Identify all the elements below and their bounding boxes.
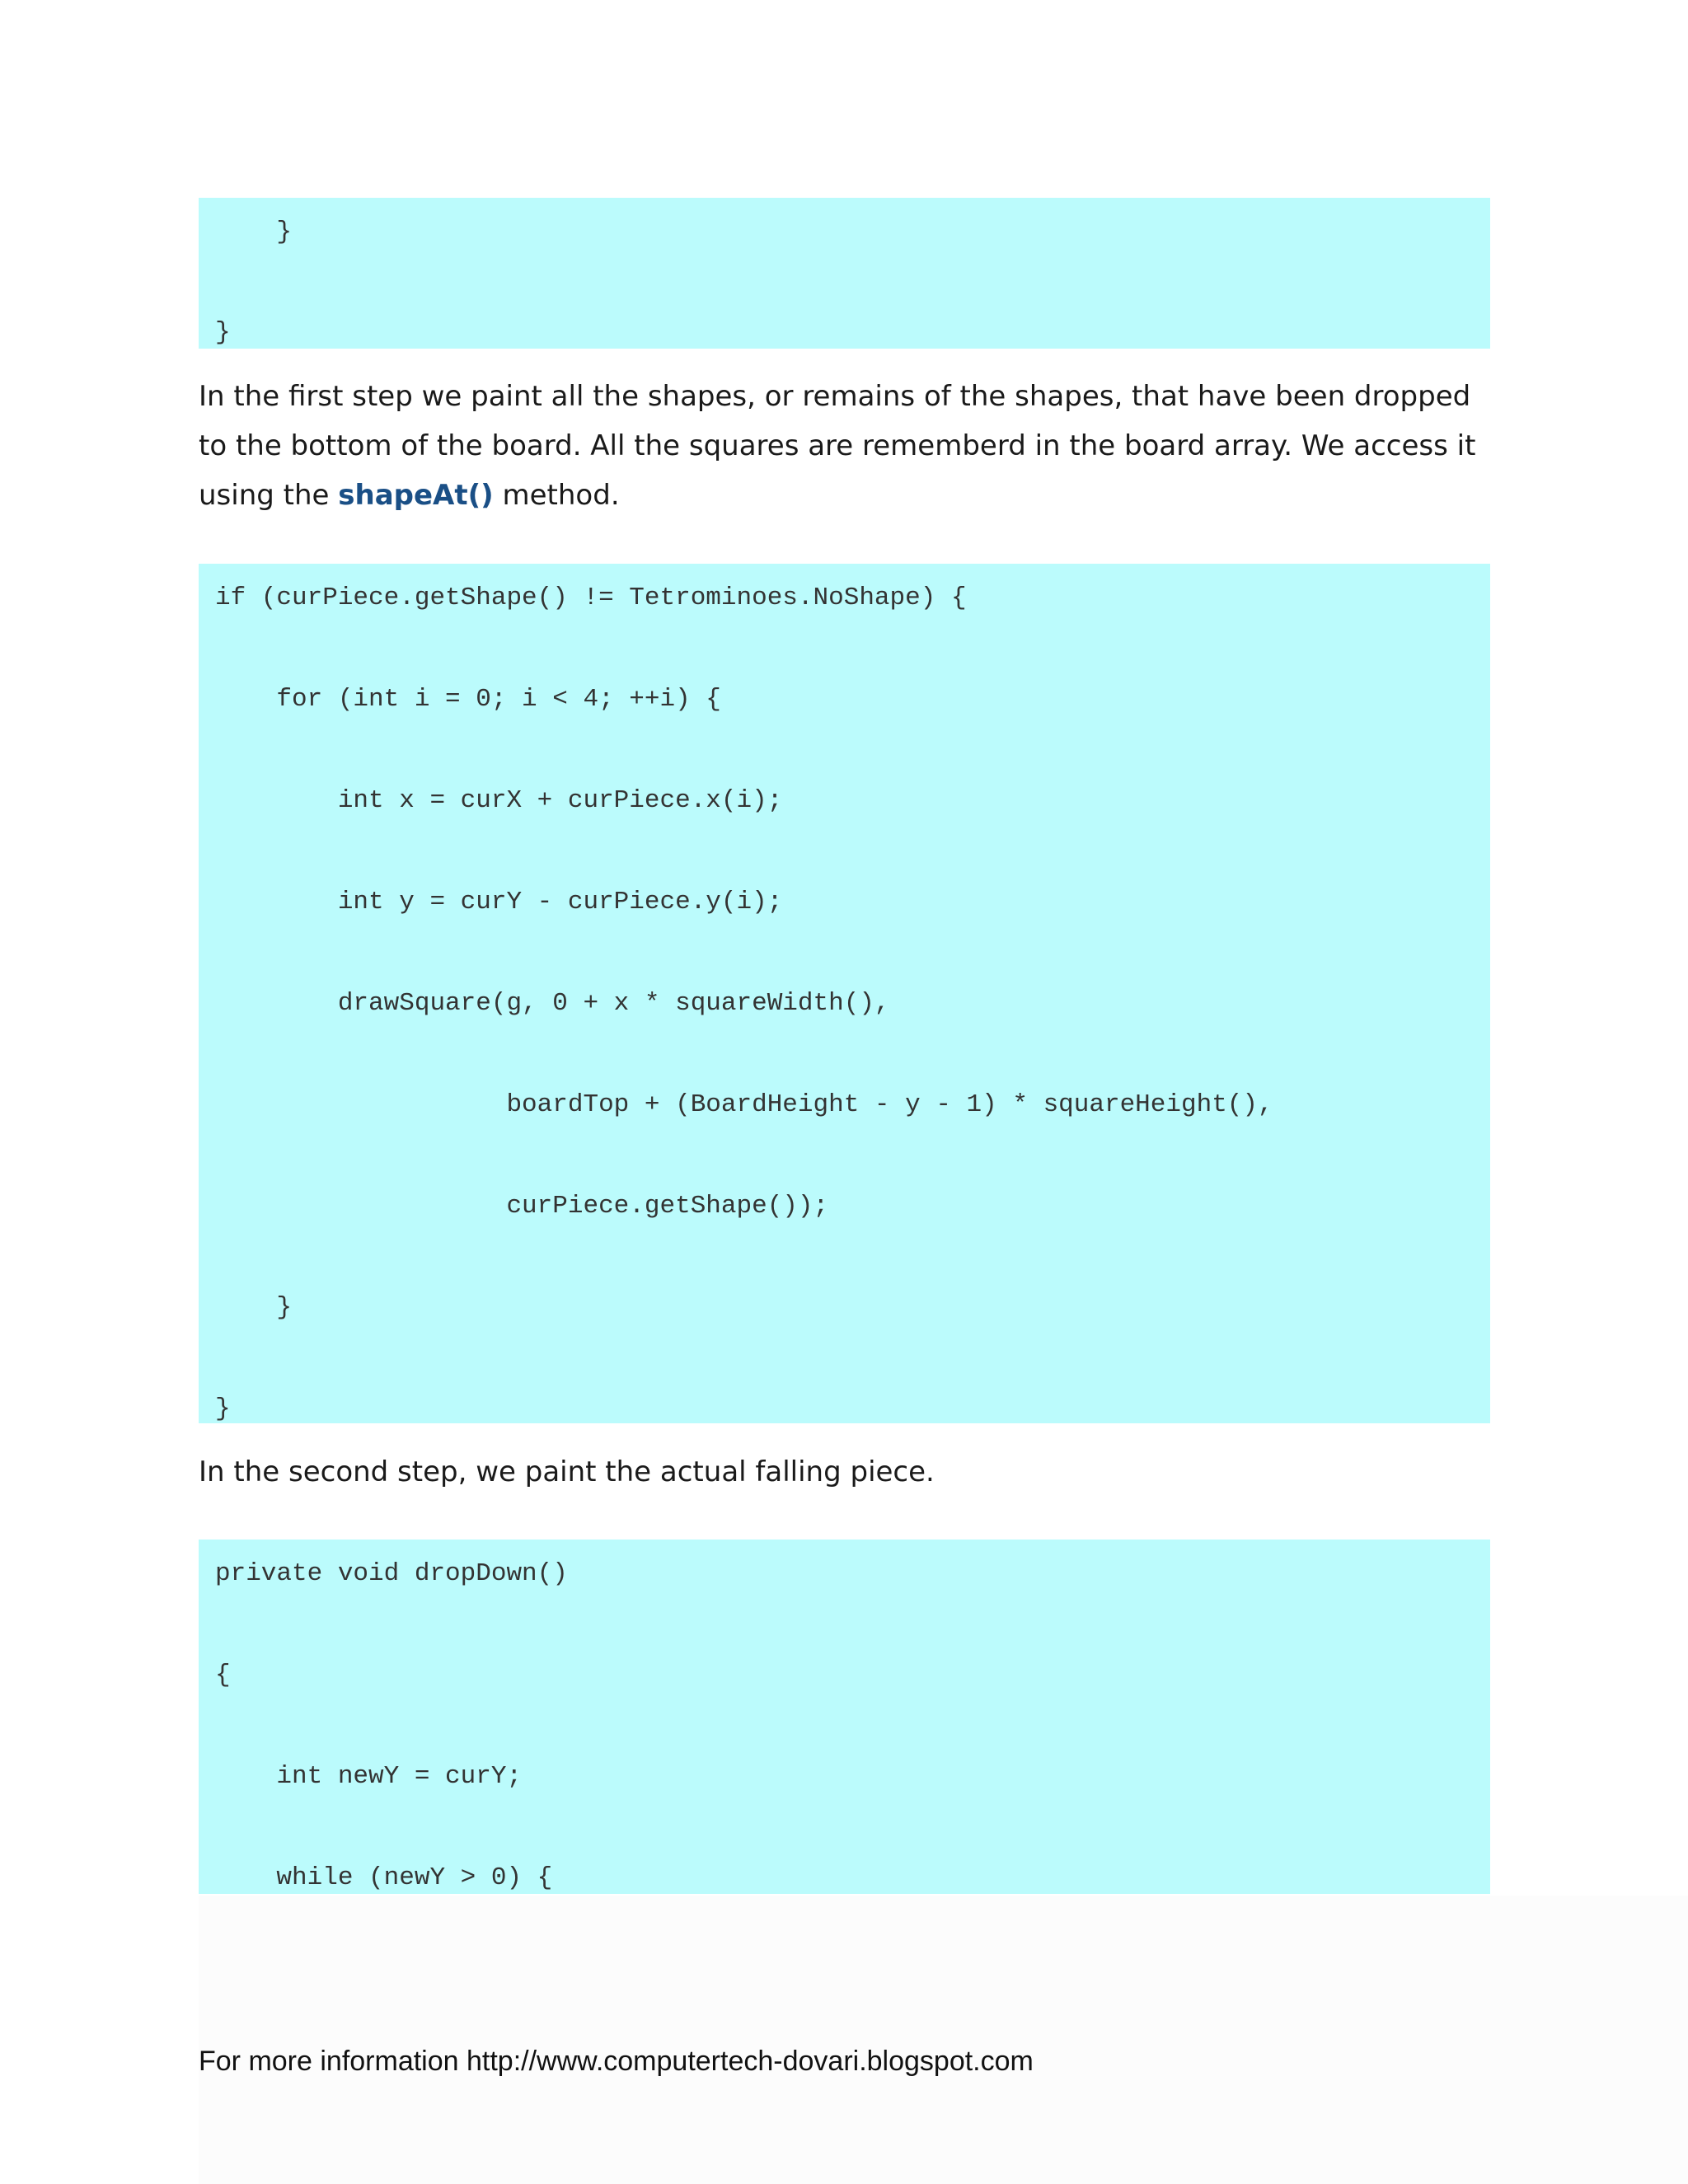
code-line: boardTop + (BoardHeight - y - 1) * squareHeight(),	[215, 1090, 1273, 1119]
code-line: drawSquare(g, 0 + x * squareWidth(),	[215, 989, 890, 1018]
code-line: {	[215, 1661, 231, 1690]
code-line: int y = curY - curPiece.y(i);	[215, 888, 783, 916]
method-name-shapeat: shapeAt()	[338, 479, 494, 512]
code-line: int newY = curY;	[215, 1762, 523, 1791]
code-line: }	[215, 1293, 293, 1322]
code-line: }	[215, 318, 231, 347]
code-line: if (curPiece.getShape() != Tetrominoes.NoShape) {	[215, 583, 967, 612]
code-line: int x = curX + curPiece.x(i);	[215, 786, 783, 815]
code-block-paint-piece	[199, 564, 1490, 1423]
code-block-dropdown	[199, 1540, 1490, 1894]
code-line: }	[215, 1394, 231, 1423]
code-line: curPiece.getShape());	[215, 1192, 829, 1221]
code-line: }	[215, 218, 293, 246]
code-line: private void dropDown()	[215, 1559, 568, 1588]
code-line: for (int i = 0; i < 4; ++i) {	[215, 685, 721, 714]
code-line: while (newY > 0) {	[215, 1863, 553, 1892]
paragraph-first-step	[199, 372, 1493, 520]
paragraph-text: In the first step we paint all the shapes, or remains of the shapes, that have been dropped to the bottom of the board. All the squares are rememberd in the board array. We access it using the	[199, 380, 1476, 512]
code-block-tail	[199, 198, 1490, 349]
footer-text: For more information http://www.computertech-dovari.blogspot.com	[199, 2046, 1034, 2077]
page-footer-area	[199, 1896, 1688, 2184]
paragraph-second-step: In the second step, we paint the actual falling piece.	[199, 1455, 935, 1488]
paragraph-text: method.	[493, 479, 620, 512]
